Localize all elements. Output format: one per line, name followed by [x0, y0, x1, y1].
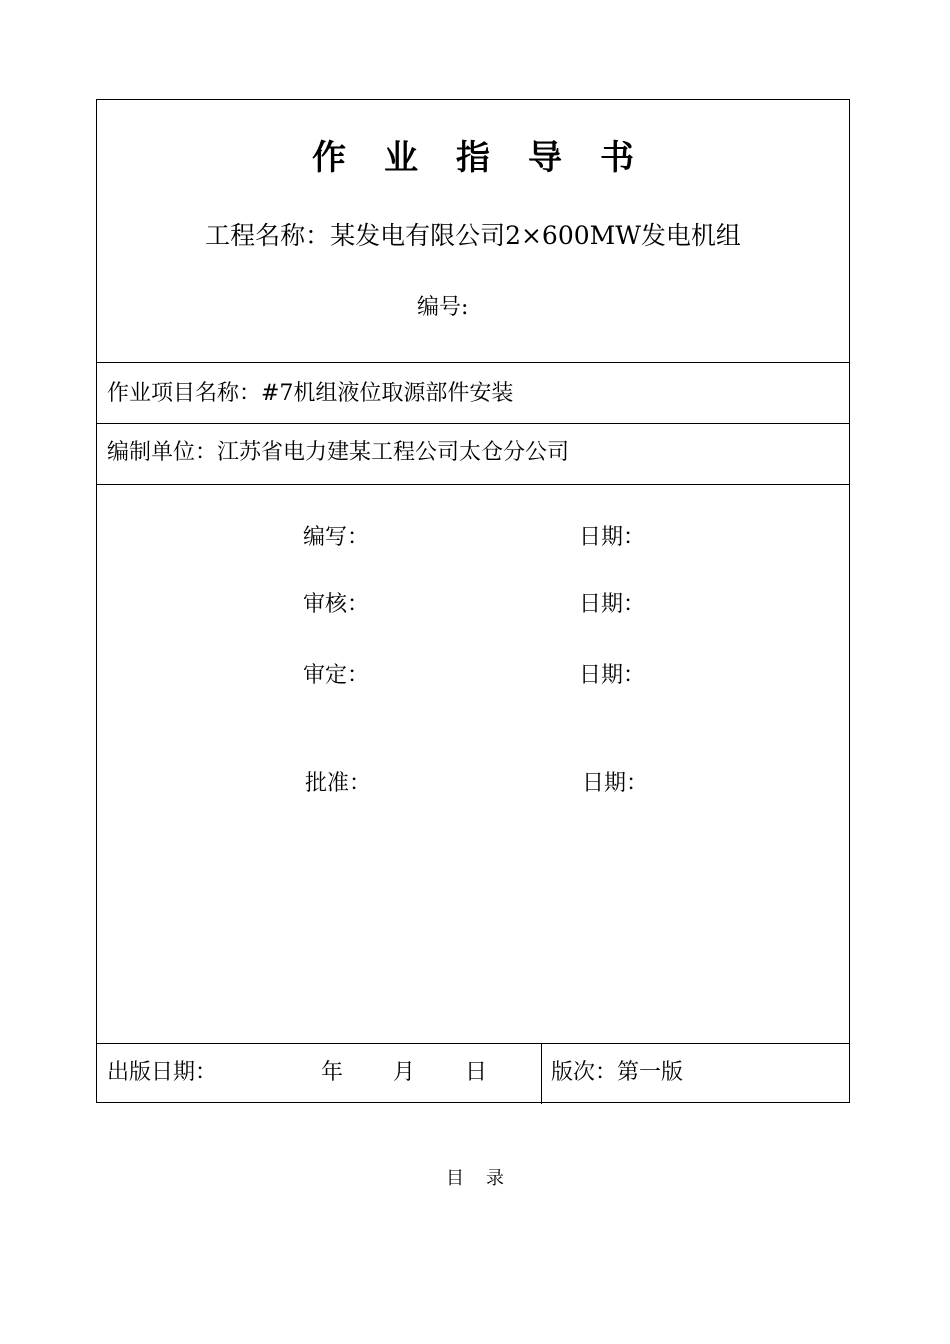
title-char: 书: [600, 138, 634, 178]
sig-role-verify: 审定：: [303, 663, 370, 688]
toc-char: 录: [486, 1168, 504, 1189]
toc-heading: [0, 1164, 950, 1190]
work-item-name: 作业项目名称：#7机组液位取源部件安装: [107, 381, 514, 406]
publish-day: 日: [465, 1060, 488, 1085]
publish-year: 年: [321, 1060, 344, 1085]
toc-char: 目: [446, 1168, 464, 1189]
doc-number-label: 编号:: [417, 295, 469, 320]
divider: [97, 423, 849, 424]
edition: 版次：第一版: [551, 1060, 684, 1085]
sig-date-verify: 日期：: [579, 663, 646, 688]
footer-divider: [541, 1043, 542, 1104]
publish-month: 月: [393, 1060, 416, 1085]
document-title: [97, 130, 849, 179]
sig-date-review: 日期：: [579, 592, 646, 617]
cover-sheet: [96, 99, 850, 1103]
sig-date-compile: 日期：: [579, 525, 646, 550]
title-char: 作: [312, 138, 346, 178]
sig-role-approve: 批准：: [305, 771, 372, 796]
sig-role-review: 审核：: [303, 592, 370, 617]
divider: [97, 362, 849, 363]
title-char: 导: [528, 138, 562, 178]
divider: [97, 1043, 849, 1044]
sig-date-approve: 日期：: [582, 771, 649, 796]
divider: [97, 484, 849, 485]
title-char: 指: [456, 138, 490, 178]
title-char: 业: [384, 138, 418, 178]
publish-date-label: 出版日期：: [107, 1060, 218, 1085]
sig-role-compile: 编写：: [303, 525, 370, 550]
project-name: 工程名称：某发电有限公司2×600MW发电机组: [205, 221, 741, 250]
compiler-unit: 编制单位：江苏省电力建某工程公司太仓分公司: [107, 440, 570, 465]
